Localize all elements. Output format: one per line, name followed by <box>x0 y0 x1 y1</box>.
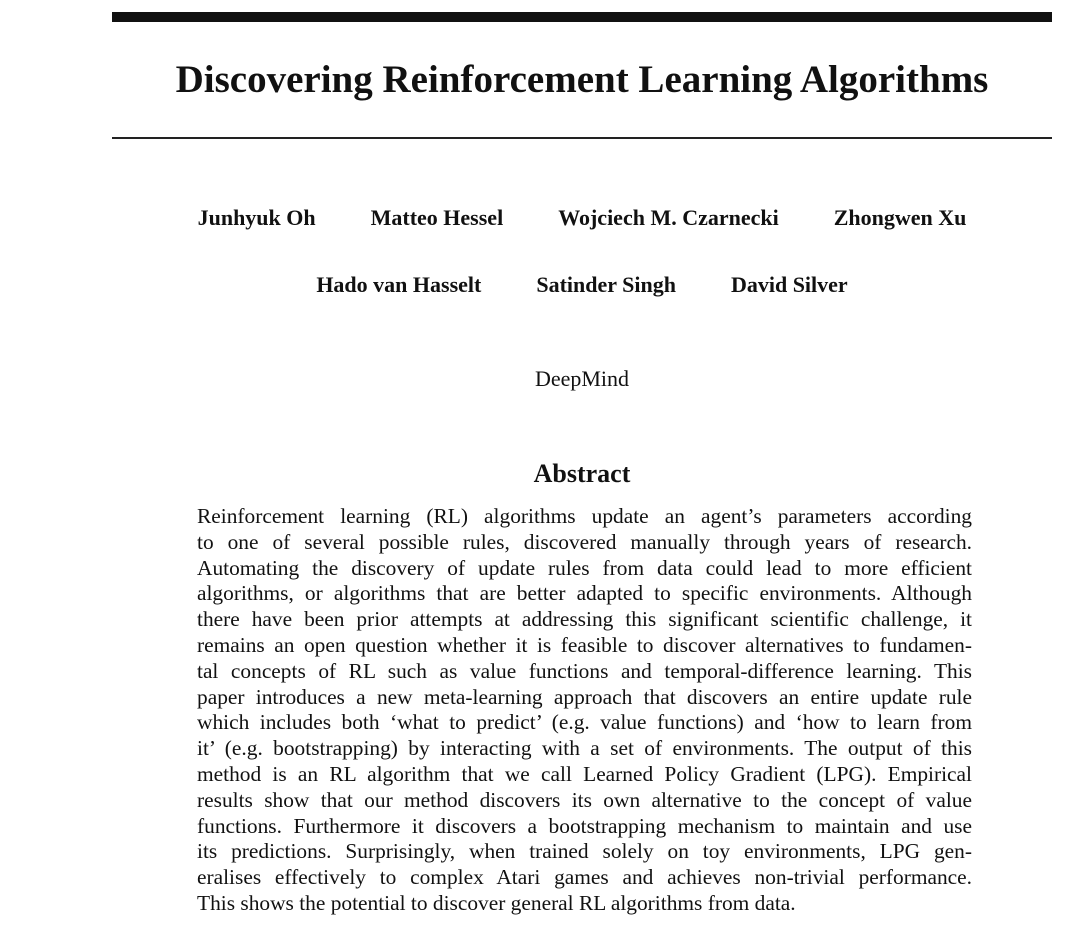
author-row-2 <box>112 270 1052 300</box>
abstract-body <box>197 504 972 917</box>
abstract-line: there have been prior attempts at addressing this significant scientific challenge, it <box>197 607 972 632</box>
abstract-line: Reinforcement learning (RL) algorithms update an agent’s parameters according <box>197 504 972 528</box>
abstract-line: paper introduces a new meta-learning approach that discovers an entire update rule <box>197 684 972 709</box>
abstract-line: to one of several possible rules, discovered manually through years of research. <box>197 529 972 554</box>
author-name: Matteo Hessel <box>370 205 504 230</box>
author-name: Wojciech M. Czarnecki <box>558 205 779 230</box>
abstract-line: results show that our method discovers its own alternative to the concept of value <box>197 787 972 812</box>
abstract-line: it’ (e.g. bootstrapping) by interacting with a set of environments. The output of this <box>197 736 972 761</box>
abstract-line: tal concepts of RL such as value functions and temporal-difference learning. This <box>197 658 972 683</box>
paper-title: Discovering Reinforcement Learning Algorithms <box>175 58 989 101</box>
author-name: Zhongwen Xu <box>833 205 967 230</box>
author-name: Satinder Singh <box>536 272 676 297</box>
affiliation: DeepMind <box>534 366 630 391</box>
abstract-line: This shows the potential to discover general RL algorithms from data. <box>197 890 796 915</box>
abstract-line: Automating the discovery of update rules from data could lead to more efficient <box>197 555 972 580</box>
abstract-line: eralises effectively to complex Atari games and achieves non-trivial performance. <box>197 865 972 890</box>
abstract-line: its predictions. Surprisingly, when trained solely on toy environments, LPG gen- <box>197 839 972 864</box>
abstract-line: algorithms, or algorithms that are better adapted to specific environments. Although <box>197 581 972 606</box>
abstract-line: remains an open question whether it is feasible to discover alternatives to fundamen- <box>197 632 972 657</box>
author-row-1 <box>112 203 1052 233</box>
author-name: David Silver <box>730 272 848 297</box>
top-rule <box>112 12 1052 22</box>
abstract-line: method is an RL algorithm that we call Learned Policy Gradient (LPG). Empirical <box>197 761 972 786</box>
abstract-heading: Abstract <box>533 459 631 488</box>
author-name: Junhyuk Oh <box>197 205 316 230</box>
author-name: Hado van Hasselt <box>316 272 482 297</box>
abstract-line: functions. Furthermore it discovers a bootstrapping mechanism to maintain and use <box>197 813 972 838</box>
abstract-line: which includes both ‘what to predict’ (e.g. value functions) and ‘how to learn from <box>197 710 972 735</box>
title-rule <box>112 137 1052 139</box>
